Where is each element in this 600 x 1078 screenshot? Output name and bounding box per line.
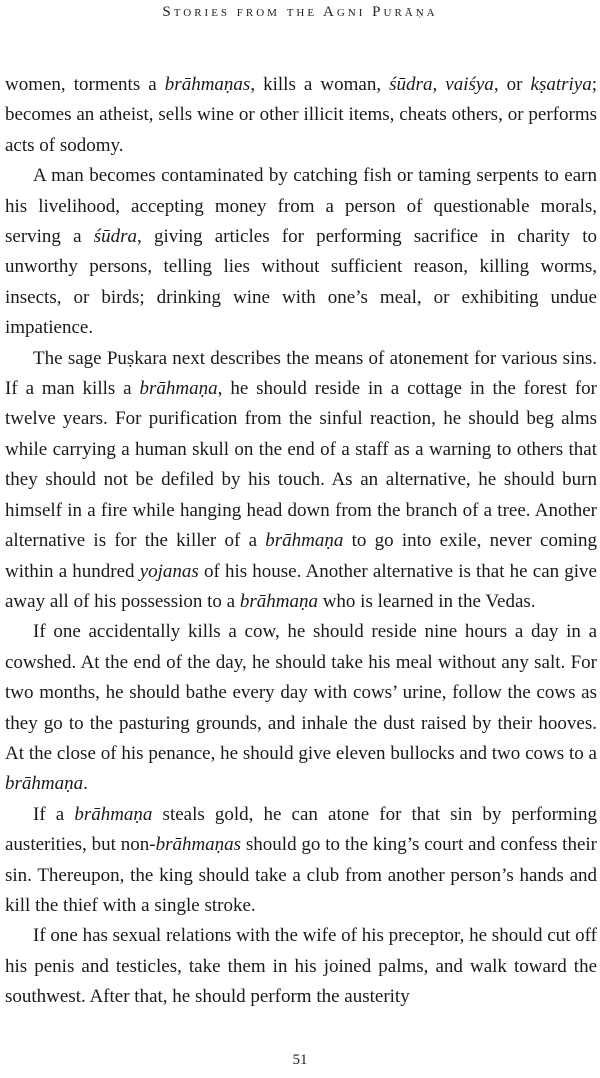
text-run: who is learned in the Vedas.	[317, 590, 536, 612]
text-run: women, torments a	[5, 74, 165, 95]
paragraph	[5, 921, 597, 1012]
italic-term: kṣatriya	[530, 74, 592, 95]
running-head: Stories from the Agni Purāṇa	[162, 4, 438, 20]
text-run: of his house. Another alternative is that he can give away all of his possession to a	[5, 560, 597, 612]
italic-term: śūdra	[389, 74, 433, 95]
paragraph	[5, 617, 597, 799]
page-number: 51	[292, 1052, 308, 1068]
italic-term: brāhmaṇas	[155, 834, 242, 856]
text-run: If a	[33, 803, 75, 825]
text-run: , he should reside in a cottage in the forest for twelve years. For purification from the sinful reaction, he should beg alms while carrying a human skull on the end of a staff as a warning to others that they should not be defiled by his touch. As an alternative, he should burn himself in a fire while hanging head down from the branch of a tree. Another alternative is for the killer of a	[5, 378, 597, 552]
paragraph	[5, 70, 597, 161]
paragraph	[5, 161, 597, 343]
italic-term: brāhmaṇa	[265, 530, 344, 552]
text-run: , kills a woman,	[250, 74, 390, 95]
text-run: should go to the king’s court and confess their sin. Thereupon, the king should take a club from another person’s hands and kill the thief with a single stroke.	[5, 834, 597, 916]
text-run: ; becomes an atheist, sells wine or other illicit items, cheats others, or performs acts of sodomy.	[5, 74, 598, 156]
italic-term: brāhmaṇa	[239, 590, 318, 612]
text-run: A man becomes contaminated by catching fish or taming serpents to earn his livelihood, accepting money from a person of questionable morals, serving a	[5, 165, 597, 248]
paragraph	[5, 344, 597, 618]
text-run: , giving articles for performing sacrifice in charity to unworthy persons, telling lies without sufficient reason, killing worms, insects, or birds; drinking wine with one’s meal, or exhibiting undue impatience.	[5, 226, 597, 339]
text-run: ,	[432, 74, 446, 95]
text-run: If one accidentally kills a cow, he should reside nine hours a day in a cowshed. At the end of the day, he should take his meal without any salt. For two months, he should bathe every day with cows’ urine, follow the cows as they go to the pasturing grounds, and inhale the dust raised by their hooves. At the close of his penance, he should give eleven bullocks and two cows to a	[5, 621, 597, 764]
paragraph	[5, 800, 597, 922]
italic-term: brāhmaṇa	[5, 773, 84, 795]
italic-term: brāhmaṇa	[74, 803, 153, 825]
italic-term: śūdra	[93, 226, 138, 248]
text-run: The sage Puṣkara next describes the means of atonement for various sins. If a man kills a	[5, 347, 597, 400]
italic-term: brāhmaṇa	[139, 378, 218, 400]
text-run: If one has sexual relations with the wife of his preceptor, he should cut off his penis and testicles, take them in his joined palms, and walk toward the southwest. After that, he should perform the austerity	[5, 925, 597, 1008]
body-text	[5, 70, 597, 1013]
italic-term: vaiśya	[445, 74, 494, 95]
text-run: to go into exile, never coming within a hundred	[5, 530, 597, 582]
italic-term: brāhmaṇas	[164, 74, 251, 95]
text-run: , or	[493, 74, 531, 95]
italic-term: yojanas	[139, 560, 199, 582]
text-run: .	[83, 773, 88, 795]
text-run: steals gold, he can atone for that sin by performing austerities, but non-	[5, 803, 597, 856]
